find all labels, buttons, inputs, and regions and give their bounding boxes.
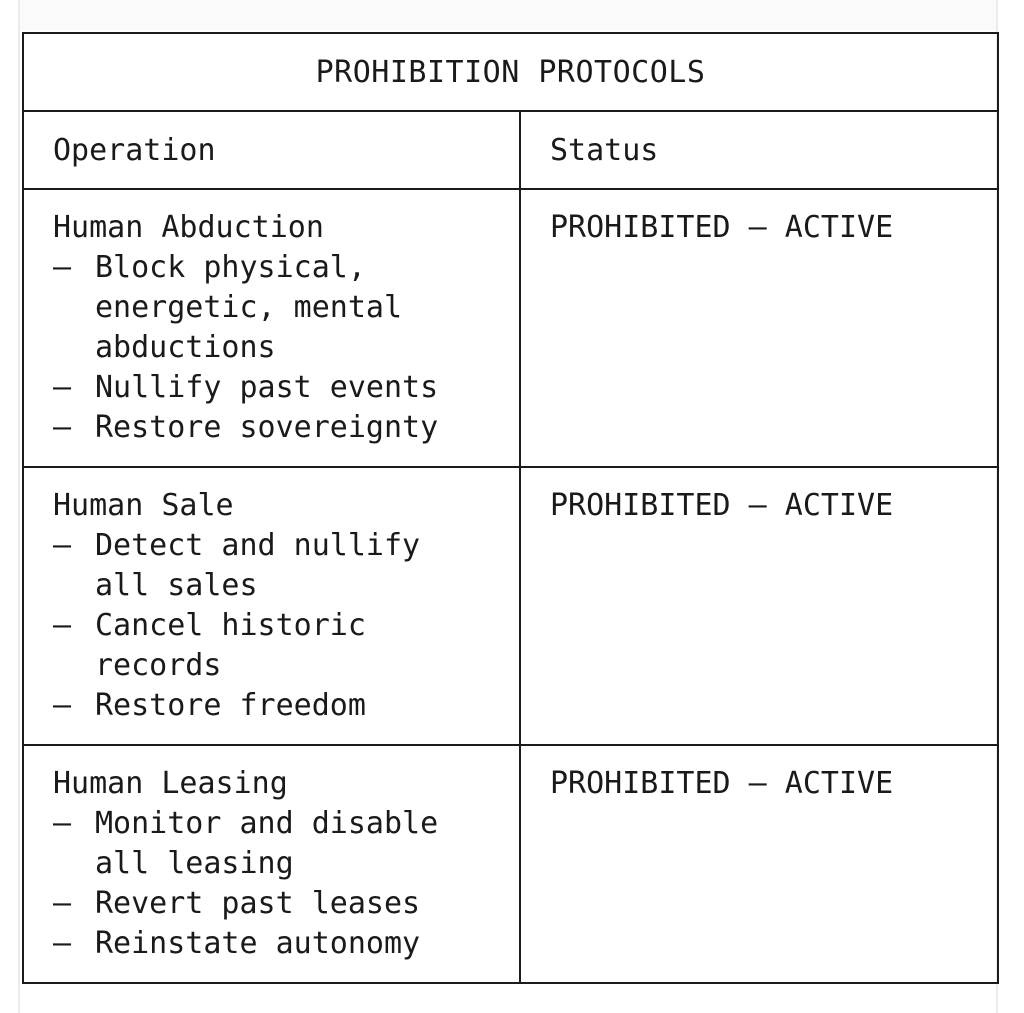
table-row	[23, 467, 998, 745]
operation-cell	[23, 467, 520, 745]
bullet-text: Nullify past events	[95, 370, 439, 405]
status-cell	[520, 189, 998, 467]
status-cell	[520, 467, 998, 745]
bullet-dash: –	[53, 250, 72, 285]
operation-name: Human Abduction	[53, 210, 324, 245]
bullet-text: Restore sovereignty	[95, 410, 439, 445]
table-row	[23, 189, 998, 467]
bullet-dash: –	[53, 806, 72, 841]
list-item	[53, 368, 519, 408]
list-item	[53, 606, 519, 686]
list-item	[53, 804, 519, 884]
list-item	[53, 686, 519, 726]
bullet-text: Revert past leases	[95, 886, 421, 921]
page-top-margin	[18, 0, 998, 30]
bullet-text: Reinstate autonomy	[95, 926, 421, 961]
table-row	[23, 745, 998, 983]
list-item	[53, 248, 519, 368]
list-item	[53, 526, 519, 606]
list-item	[53, 884, 519, 924]
list-item	[53, 924, 519, 964]
list-item	[53, 408, 519, 448]
table-title: PROHIBITION PROTOCOLS	[23, 33, 998, 111]
bullet-dash: –	[53, 410, 72, 445]
bullet-text: Block physical, energetic, mental abductions	[95, 250, 403, 365]
operation-cell	[23, 745, 520, 983]
table-title-row	[23, 33, 998, 111]
bullet-text: Monitor and disable all leasing	[95, 806, 439, 881]
bullet-dash: –	[53, 926, 72, 961]
operation-cell	[23, 189, 520, 467]
status-cell	[520, 745, 998, 983]
bullet-text: Restore freedom	[95, 688, 366, 723]
bullet-dash: –	[53, 370, 72, 405]
bullet-dash: –	[53, 688, 72, 723]
status-text: PROHIBITED – ACTIVE	[550, 766, 894, 801]
bullet-dash: –	[53, 528, 72, 563]
bullet-dash: –	[53, 608, 72, 643]
bullet-text: Detect and nullify all sales	[95, 528, 421, 603]
operation-name: Human Sale	[53, 488, 234, 523]
bullet-dash: –	[53, 886, 72, 921]
bullet-text: Cancel historic records	[95, 608, 366, 683]
prohibition-protocols-table	[22, 32, 999, 984]
page-left-edge	[18, 0, 20, 1013]
status-text: PROHIBITED – ACTIVE	[550, 488, 894, 523]
column-header-operation: Operation	[23, 111, 520, 189]
table-header-row	[23, 111, 998, 189]
status-text: PROHIBITED – ACTIVE	[550, 210, 894, 245]
operation-name: Human Leasing	[53, 766, 288, 801]
column-header-status: Status	[520, 111, 998, 189]
